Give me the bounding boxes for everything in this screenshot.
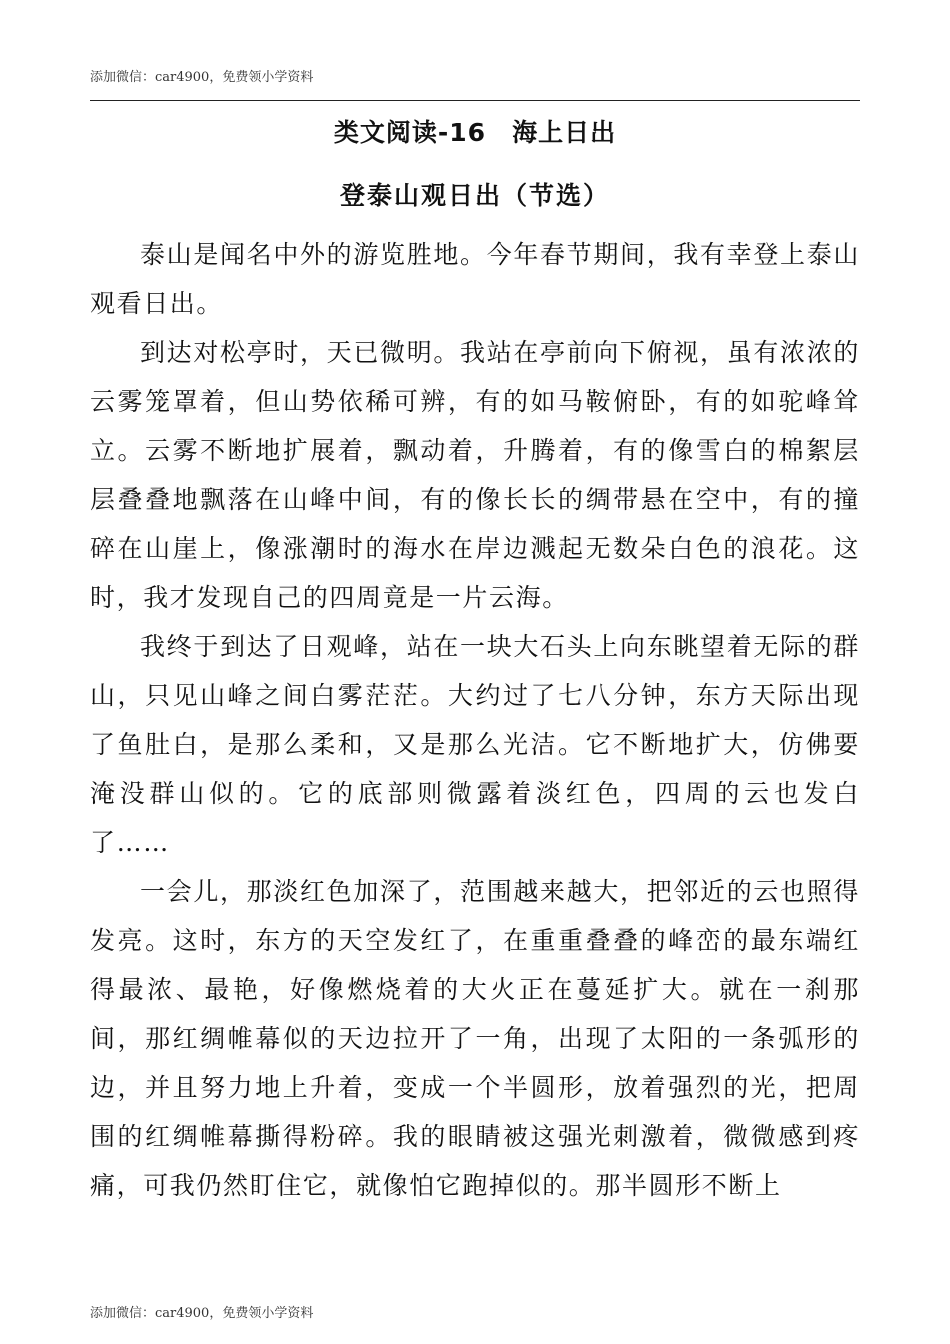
paragraph-3: 我终于到达了日观峰，站在一块大石头上向东眺望着无际的群山，只见山峰之间白雾茫茫。大约过了七八分钟，东方天际出现了鱼肚白，是那么柔和，又是那么光洁。它不断地扩大，仿佛要淹没群山似的。它的底部则微露着淡红色，四周的云也发白了…… xyxy=(90,632,860,857)
article-title: 登泰山观日出（节选） xyxy=(339,181,610,210)
header-divider xyxy=(90,100,860,101)
paragraph-1: 泰山是闻名中外的游览胜地。今年春节期间，我有幸登上泰山观看日出。 xyxy=(90,240,860,318)
paragraph-4: 一会儿，那淡红色加深了，范围越来越大，把邻近的云也照得发亮。这时，东方的天空发红了，在重重叠叠的峰峦的最东端红得最浓、最艳，好像燃烧着的大火正在蔓延扩大。就在一刹那间，那红绸帷幕似的天边拉开了一角，出现了太阳的一条弧形的边，并且努力地上升着，变成一个半圆形，放着强烈的光，把周围的红绸帷幕撕得粉碎。我的眼睛被这强光刺激着，微微感到疼痛，可我仍然盯住它，就像怕它跑掉似的。那半圆形不断上 xyxy=(90,877,860,1200)
page-title: 类文阅读-16 海上日出 xyxy=(333,118,617,147)
header-note: 添加微信：car4900，免费领小学资料 xyxy=(90,70,314,85)
article-body xyxy=(90,230,860,1210)
paragraph-2: 到达对松亭时，天已微明。我站在亭前向下俯视，虽有浓浓的云雾笼罩着，但山势依稀可辨，有的如马鞍俯卧，有的如驼峰耸立。云雾不断地扩展着，飘动着，升腾着，有的像雪白的棉絮层层叠叠地飘落在山峰中间，有的像长长的绸带悬在空中，有的撞碎在山崖上，像涨潮时的海水在岸边溅起无数朵白色的浪花。这时，我才发现自己的四周竟是一片云海。 xyxy=(90,338,860,612)
footer-note: 添加微信：car4900，免费领小学资料 xyxy=(90,1306,314,1321)
